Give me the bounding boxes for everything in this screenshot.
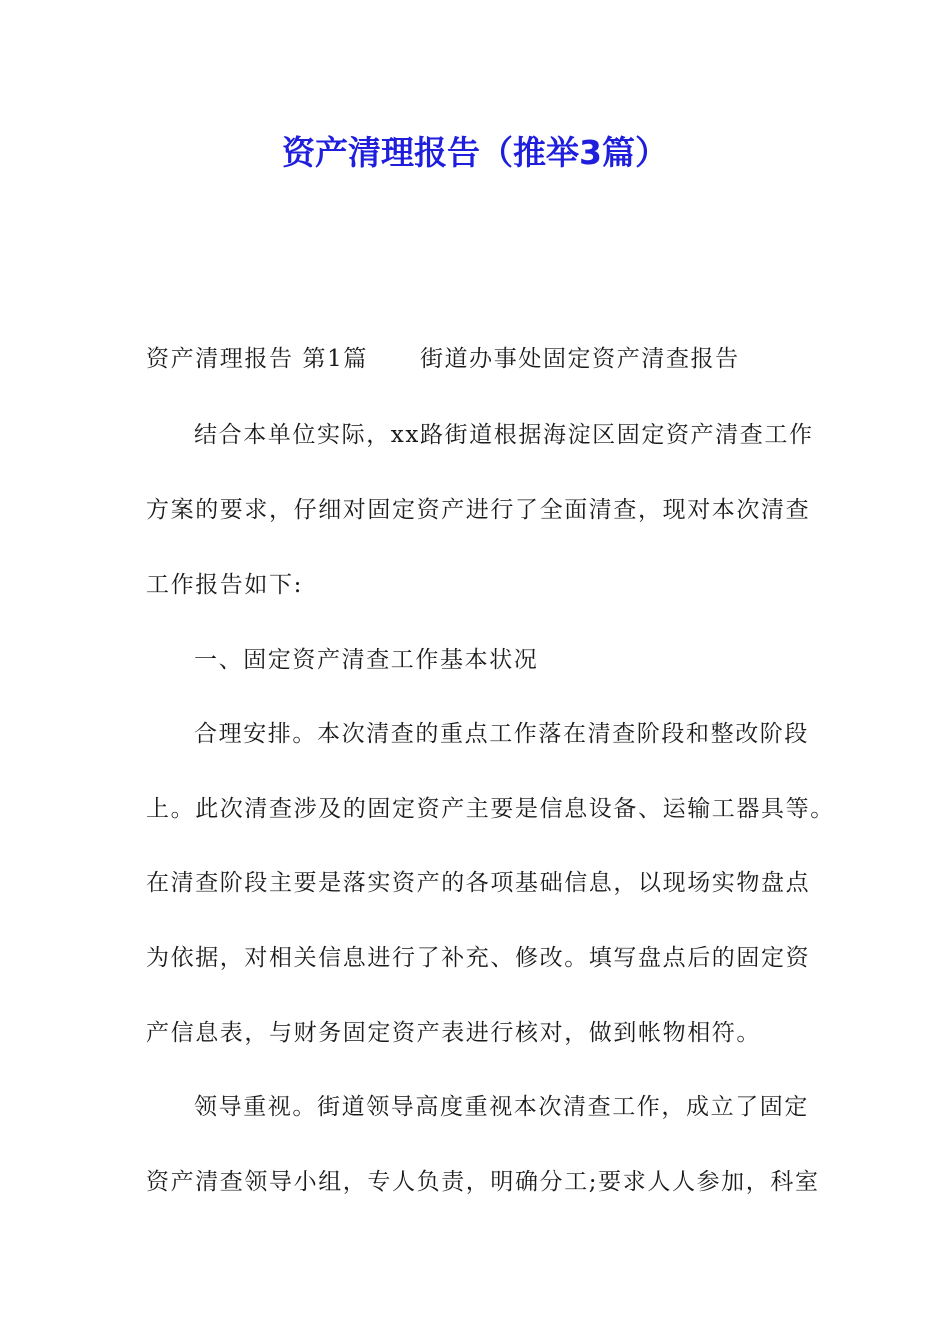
paragraph-line: 为依据，对相关信息进行了补充、修改。填写盘点后的固定资: [146, 945, 811, 971]
section-heading: [146, 342, 826, 376]
paragraph-line: 工作报告如下:: [146, 572, 303, 598]
paragraph-line: 上。此次清查涉及的固定资产主要是信息设备、运输工器具等。: [146, 796, 835, 822]
paragraph-line: 结合本单位实际，xx路街道根据海淀区固定资产清查工作: [194, 422, 814, 448]
paragraph-line: 领导重视。街道领导高度重视本次清查工作，成立了固定: [194, 1094, 809, 1120]
paragraph-line: 方案的要求，仔细对固定资产进行了全面清查，现对本次清查: [146, 497, 811, 523]
part-label: 资产清理报告 第1篇: [146, 346, 368, 372]
paragraph-line: 资产清查领导小组，专人负责，明确分工;要求人人参加，科室: [146, 1169, 820, 1195]
paragraph-line: 合理安排。本次清查的重点工作落在清查阶段和整改阶段: [194, 721, 809, 747]
paragraph-line: 产信息表，与财务固定资产表进行核对，做到帐物相符。: [146, 1020, 761, 1046]
paragraph-line: 在清查阶段主要是落实资产的各项基础信息，以现场实物盘点: [146, 870, 811, 896]
part-title: 街道办事处固定资产清查报告: [419, 346, 740, 372]
subsection-heading: 一、固定资产清查工作基本状况: [194, 647, 539, 673]
document-title: 资产清理报告（推举3篇）: [282, 133, 668, 172]
